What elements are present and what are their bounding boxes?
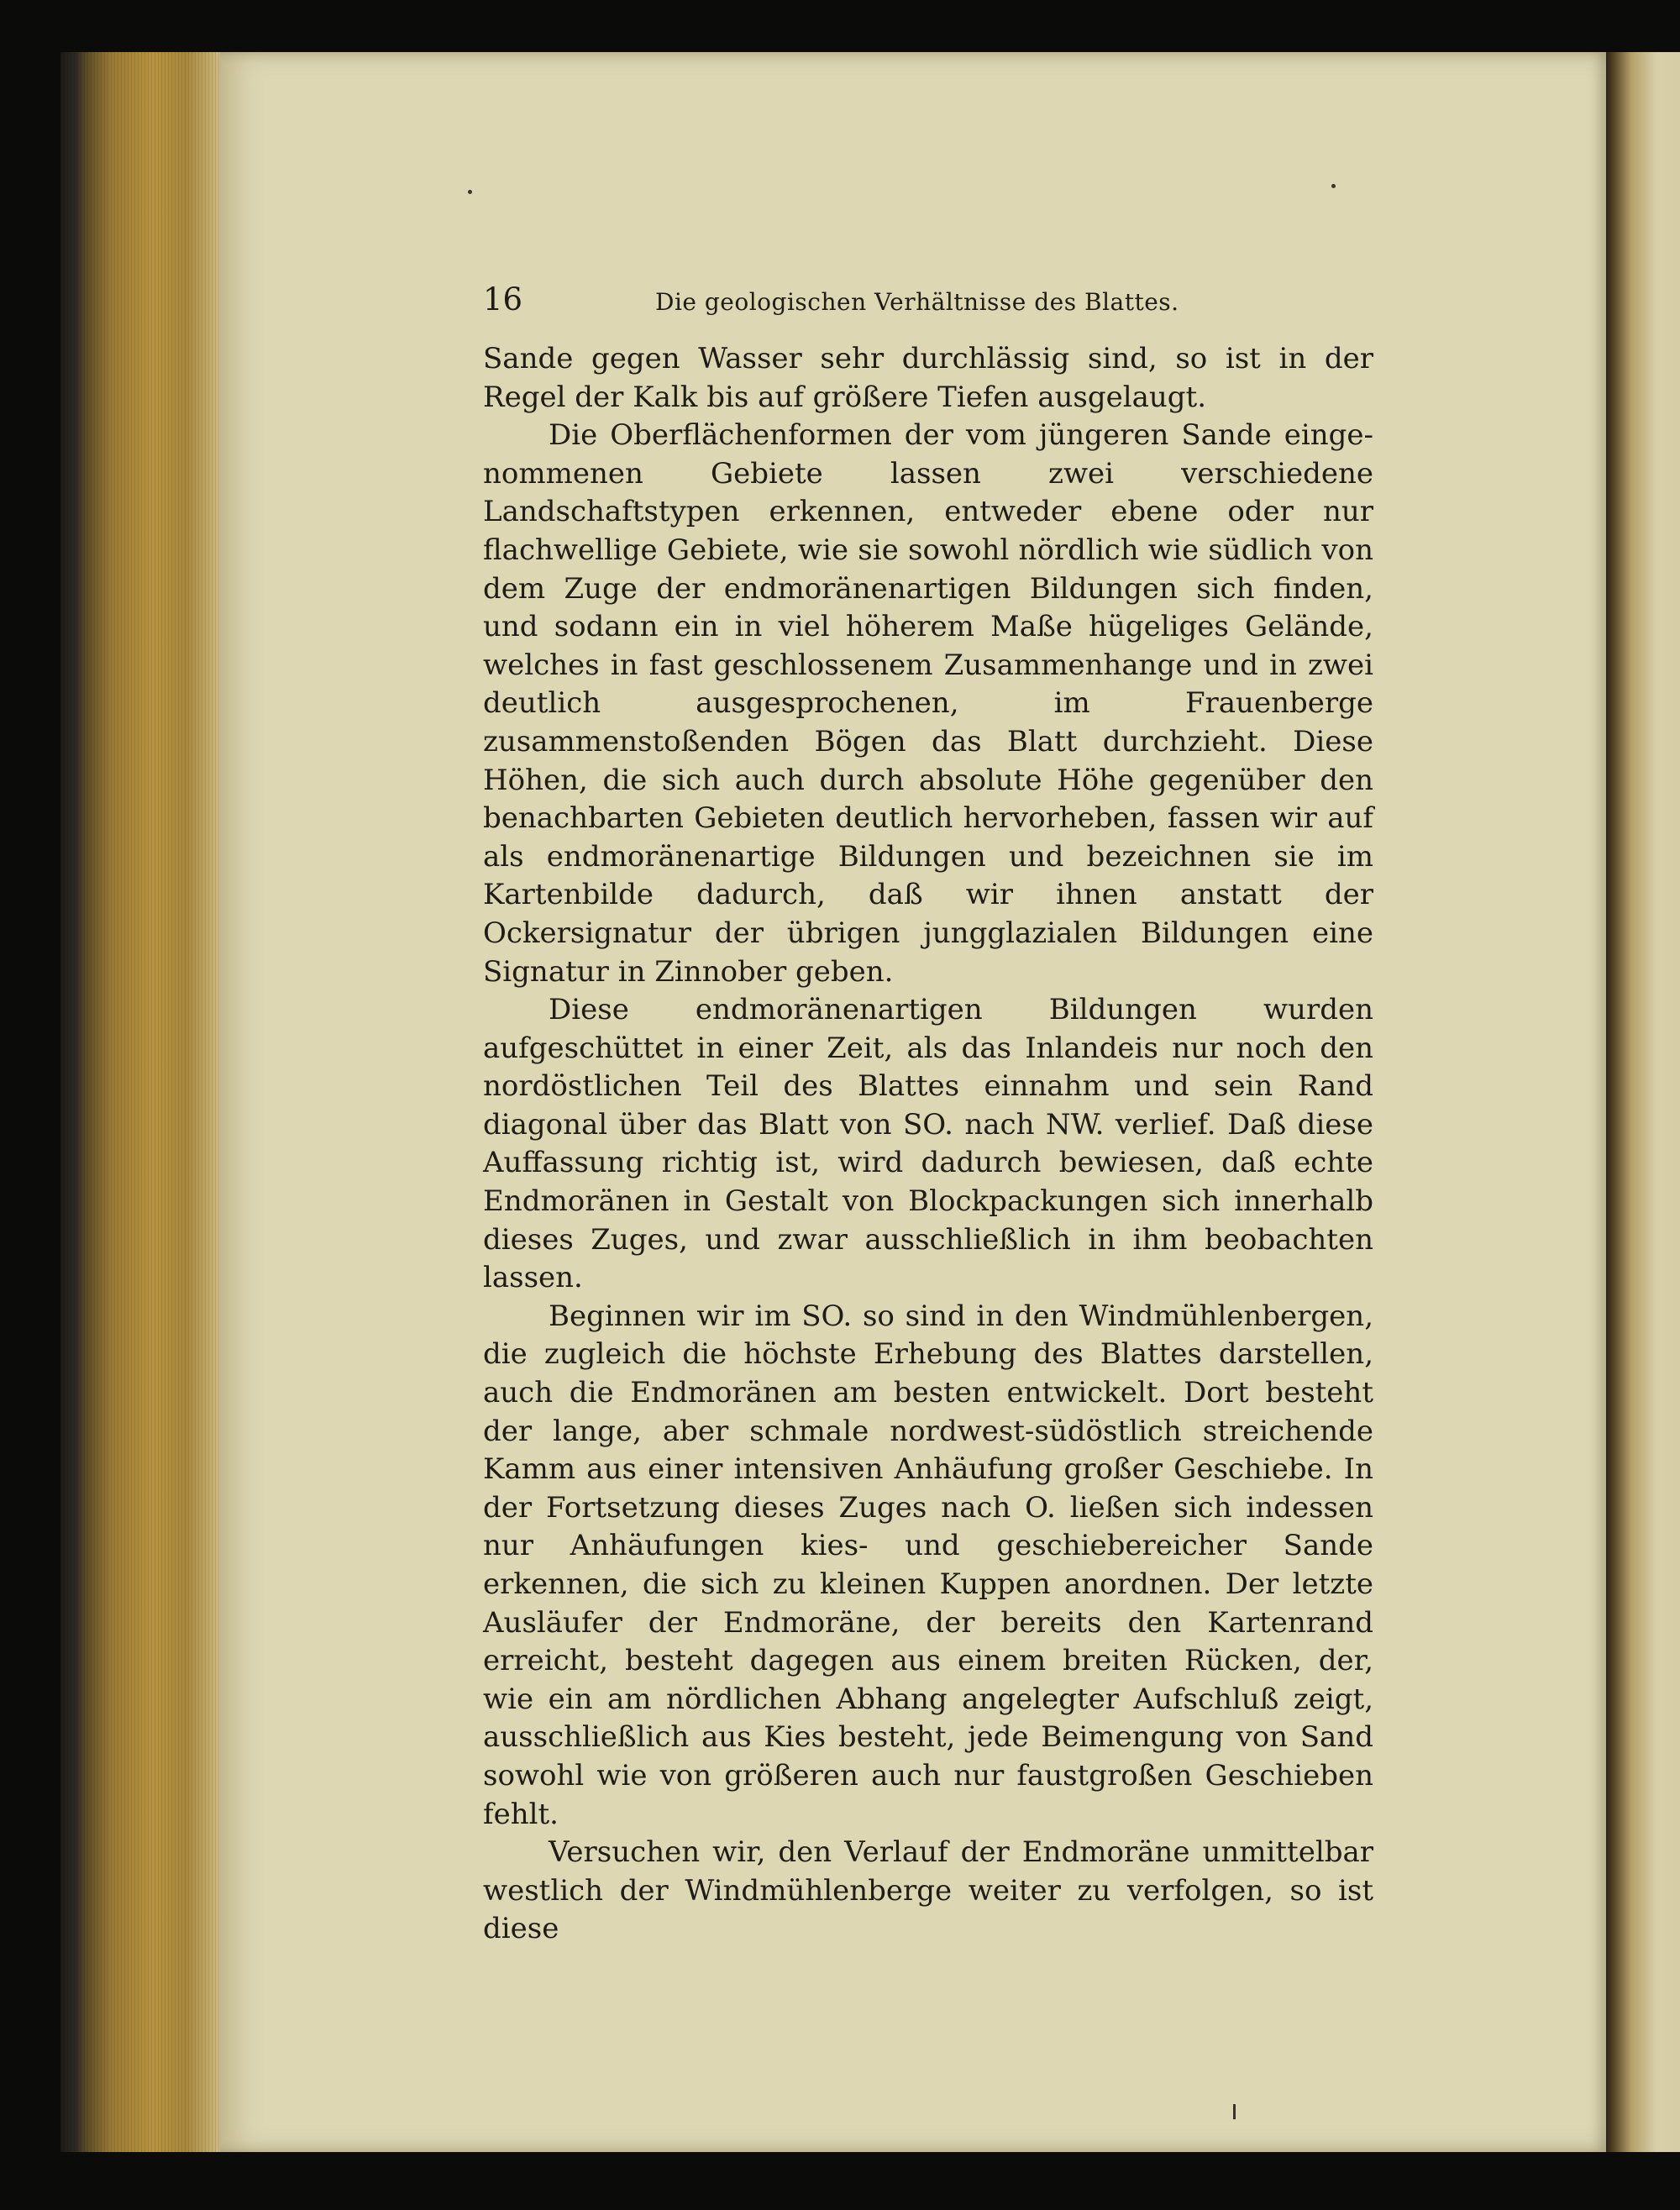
paragraph: Versuchen wir, den Verlauf der Endmoräne unmittelbar westlich der Windmühlenberge weiter zu verfolgen, so ist diese (483, 1835, 1373, 1946)
book-page-edges (60, 52, 228, 2152)
running-header (483, 281, 1373, 340)
paragraph: Sande gegen Wasser sehr durchlässig sind, so ist in der Regel der Kalk bis auf größere Tiefen ausgelaugt. (483, 342, 1373, 414)
page-number: 16 (483, 281, 523, 318)
paragraph: Die Oberflächenformen der vom jüngeren Sande eingenommenen Gebiete lassen zwei verschiedene Landschaftstypen erkennen, entweder ebene oder nur flachwellige Gebiete, wie sie sowohl nördlich wie südlich von dem Zuge der endmoränenartigen Bildungen sich finden, und sodann ein in viel höherem Maße hügeliges Gelände, welches in fast geschlossenem Zusammenhange und in zwei deutlich ausgesprochenen, im Frauenberge zusammenstoßenden Bögen das Blatt durchzieht. Diese Höhen, die sich auch durch absolute Höhe gegenüber den benachbarten Gebieten deutlich hervorheben, fassen wir auf als endmoränenartige Bildungen und bezeichnen sie im Kartenbilde dadurch, daß wir ihnen anstatt der Ockersignatur der übrigen jungglazialen Bildungen eine Signatur in Zinnober geben. (483, 418, 1373, 989)
speck (468, 190, 472, 194)
paragraph: Diese endmoränenartigen Bildungen wurden aufgeschüttet in einer Zeit, als das Inlandeis nur noch den nordöstlichen Teil des Blattes einnahm und sein Rand diagonal über das Blatt von SO. nach NW. verlief. Daß diese Auffassung richtig ist, wird dadurch bewiesen, daß echte Endmoränen in Gestalt von Blockpackungen sich innerhalb dieses Zuges, und zwar ausschließlich in ihm beobachten lassen. (483, 993, 1373, 1295)
paragraph: Beginnen wir im SO. so sind in den Windmühlenbergen, die zugleich die höchste Erhebung des Blattes darstellen, auch die Endmoränen am besten entwickelt. Dort besteht der lange, aber schmale nordwest-südöstlich streichende Kamm aus einer intensiven Anhäufung großer Geschiebe. In der Fortsetzung dieses Zuges nach O. ließen sich indessen nur Anhäufungen kies- und geschiebereicher Sande erkennen, die sich zu kleinen Kuppen anordnen. Der letzte Ausläufer der Endmoräne, der bereits den Kartenrand erreicht, besteht dagegen aus einem breiten Rücken, der, wie ein am nördlichen Abhang angelegter Aufschluß zeigt, ausschließlich aus Kies besteht, jede Beimengung von Sand sowohl wie von größeren auch nur faustgroßen Geschieben fehlt. (483, 1299, 1373, 1831)
page-mark (1233, 2104, 1236, 2119)
running-header-title: Die geologischen Verhältnisse des Blattes. (655, 288, 1179, 316)
page-content (483, 281, 1373, 1949)
speck (1331, 184, 1336, 188)
body-text (483, 340, 1373, 1949)
facing-page-edge (1606, 52, 1680, 2152)
